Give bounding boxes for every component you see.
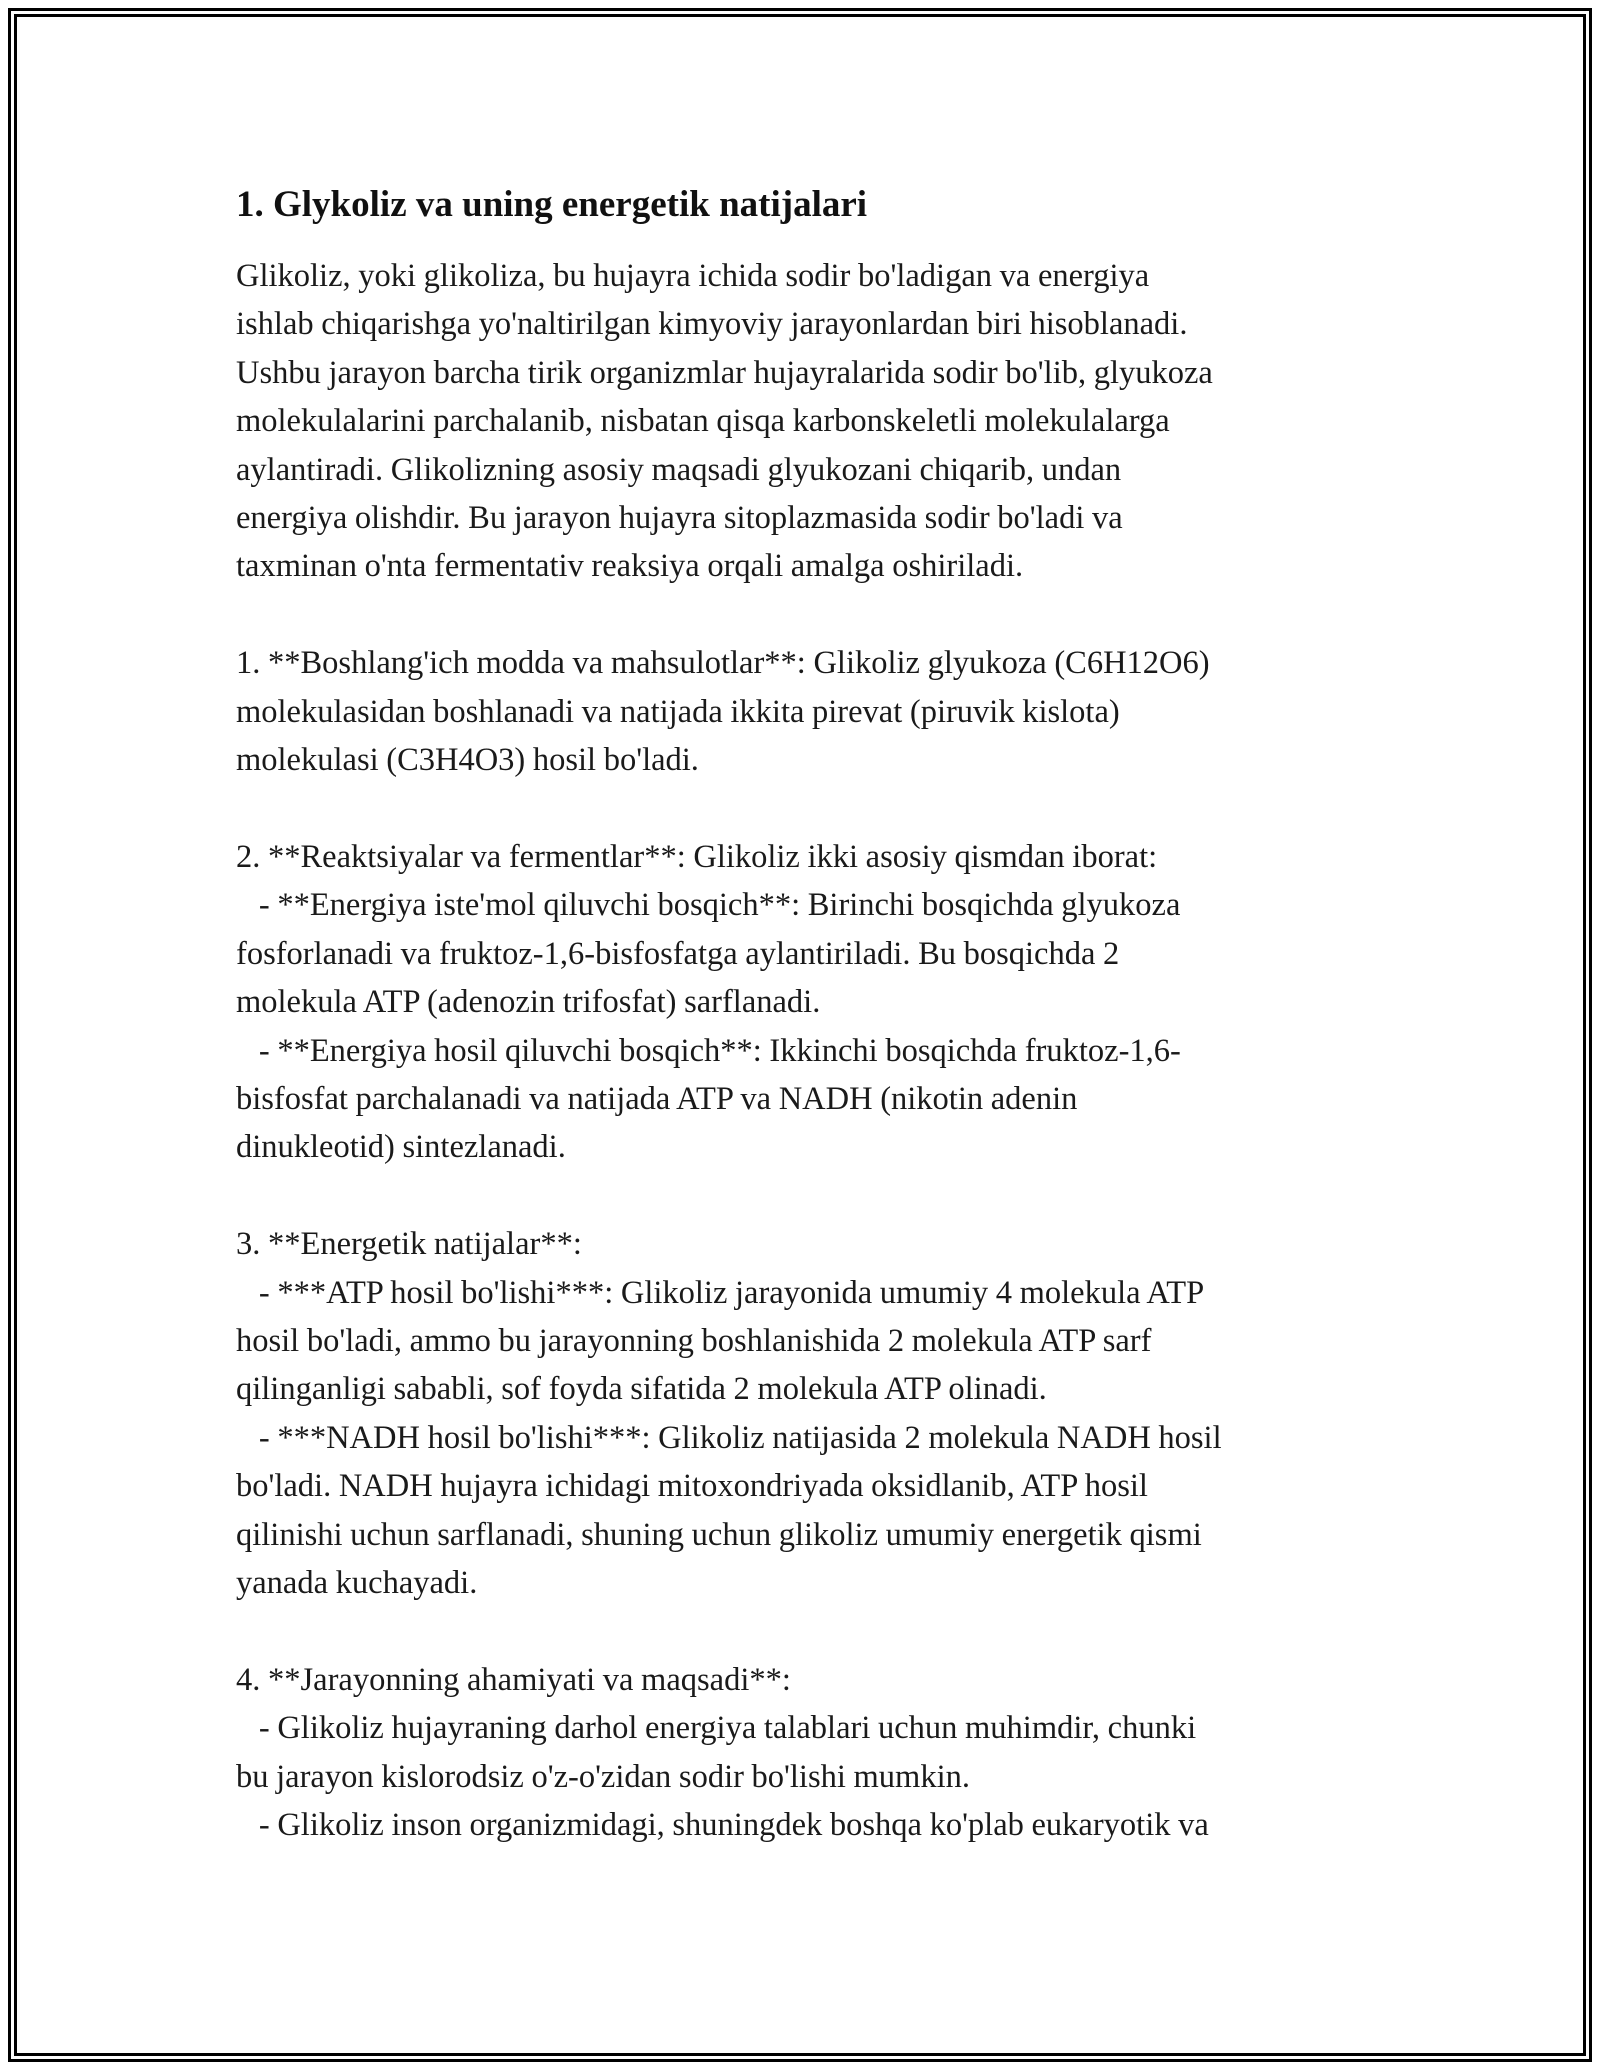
document-title: 1. Glykoliz va uning energetik natijalari (236, 184, 868, 225)
document-body: Glikoliz, yoki glikoliza, bu hujayra ichida sodir bo'ladigan va energiya ishlab chiqarishga yo'naltirilgan kimyoviy jarayonlardan biri hisoblanadi. Ushbu jarayon barcha tirik organizmlar hujayralarida sodir bo'lib, glyukoza molekulalarini parchalanib, nisbatan qisqa karbonskeletli molekulalarga aylantiradi. Glikolizning asosiy maqsadi glyukozani chiqarib, undan energiya olishdir. Bu jarayon hujayra sitoplazmasida sodir bo'ladi va taxminan o'nta fermentativ reaksiya orqali amalga oshiriladi. 1. **Boshlang'ich modda va mahsulotlar**: Glikoliz glyukoza (C6H12O6) molekulasidan boshlanadi va natijada ikkita pirevat (piruvik kislota) molekulasi (C3H4O3) hosil bo'ladi. 2. **Reaktsiyalar va fermentlar**: Glikoliz ikki asosiy qismdan iborat: - **Energiya iste'mol qiluvchi bosqich**: Birinchi bosqichda glyukoza fosforlanadi va fruktoz-1,6-bisfosfatga aylantiriladi. Bu bosqichda 2 molekula ATP (adenozin trifosfat) sarflanadi. - **Energiya hosil qiluvchi bosqich**: Ikkinchi bosqichda fruktoz-1,6- bisfosfat parchalanadi va natijada ATP va NADH (nikotin adenin dinukleotid) sintezlanadi. 3. **Energetik natijalar**: - ***ATP hosil bo'lishi***: Glikoliz jarayonida umumiy 4 molekula ATP hosil bo'ladi, ammo bu jarayonning boshlanishida 2 molekula ATP sarf qilinganligi sababli, sof foyda sifatida 2 molekula ATP olinadi. - ***NADH hosil bo'lishi***: Glikoliz natijasida 2 molekula NADH hosil bo'ladi. NADH hujayra ichidagi mitoxondriyada oksidlanib, ATP hosil qilinishi uchun sarflanadi, shuning uchun glikoliz umumiy energetik qismi yanada kuchayadi. 4. **Jarayonning ahamiyati va maqsadi**: - Glikoliz hujayraning darhol energiya talablari uchun muhimdir, chunki bu jarayon kislorodsiz o'z-o'zidan sodir bo'lishi mumkin. - Glikoliz inson organizmidagi, shuningdek boshqa ko'plab eukaryotik va (236, 258, 1222, 1843)
document-page (236, 182, 1376, 1849)
